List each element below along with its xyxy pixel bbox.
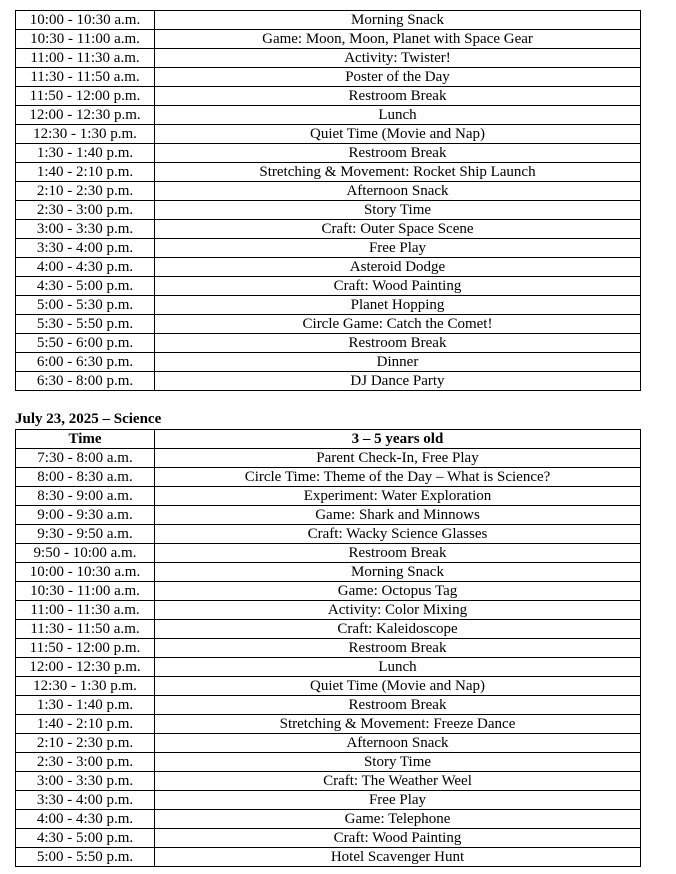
table-row: [16, 658, 641, 677]
table-row: [16, 49, 641, 68]
activity-cell: Craft: Wood Painting: [155, 829, 641, 848]
time-cell: 9:50 - 10:00 a.m.: [16, 544, 155, 563]
time-cell: 12:30 - 1:30 p.m.: [16, 125, 155, 144]
activity-cell: Quiet Time (Movie and Nap): [155, 125, 641, 144]
activity-cell: Stretching & Movement: Rocket Ship Launch: [155, 163, 641, 182]
table-row: [16, 239, 641, 258]
activity-cell: Asteroid Dodge: [155, 258, 641, 277]
column-header-age-group: 3 – 5 years old: [155, 430, 641, 449]
table-row: [16, 315, 641, 334]
time-cell: 11:00 - 11:30 a.m.: [16, 601, 155, 620]
table-row: [16, 639, 641, 658]
activity-cell: Parent Check-In, Free Play: [155, 449, 641, 468]
activity-cell: Stretching & Movement: Freeze Dance: [155, 715, 641, 734]
activity-cell: Craft: Outer Space Scene: [155, 220, 641, 239]
activity-cell: Game: Moon, Moon, Planet with Space Gear: [155, 30, 641, 49]
table-row: [16, 144, 641, 163]
time-cell: 11:00 - 11:30 a.m.: [16, 49, 155, 68]
time-cell: 3:30 - 4:00 p.m.: [16, 239, 155, 258]
time-cell: 10:00 - 10:30 a.m.: [16, 11, 155, 30]
activity-cell: Game: Shark and Minnows: [155, 506, 641, 525]
activity-cell: Lunch: [155, 106, 641, 125]
time-cell: 8:00 - 8:30 a.m.: [16, 468, 155, 487]
schedule-table-body: [16, 449, 641, 867]
time-cell: 8:30 - 9:00 a.m.: [16, 487, 155, 506]
section-heading-science-day: July 23, 2025 – Science: [15, 411, 162, 427]
activity-cell: Restroom Break: [155, 696, 641, 715]
table-row: [16, 125, 641, 144]
activity-cell: Craft: The Weather Weel: [155, 772, 641, 791]
table-row: [16, 620, 641, 639]
table-row: [16, 334, 641, 353]
activity-cell: Craft: Wood Painting: [155, 277, 641, 296]
time-cell: 4:30 - 5:00 p.m.: [16, 829, 155, 848]
time-cell: 12:30 - 1:30 p.m.: [16, 677, 155, 696]
table-row: [16, 696, 641, 715]
time-cell: 12:00 - 12:30 p.m.: [16, 658, 155, 677]
time-cell: 5:00 - 5:30 p.m.: [16, 296, 155, 315]
activity-cell: Story Time: [155, 201, 641, 220]
schedule-table-space-day: [15, 10, 641, 391]
time-cell: 5:30 - 5:50 p.m.: [16, 315, 155, 334]
activity-cell: Craft: Kaleidoscope: [155, 620, 641, 639]
table-row: [16, 163, 641, 182]
table-row: [16, 848, 641, 867]
table-row: [16, 677, 641, 696]
activity-cell: Morning Snack: [155, 563, 641, 582]
time-cell: 11:30 - 11:50 a.m.: [16, 68, 155, 87]
table-row: [16, 753, 641, 772]
time-cell: 9:00 - 9:30 a.m.: [16, 506, 155, 525]
activity-cell: Game: Octopus Tag: [155, 582, 641, 601]
activity-cell: Free Play: [155, 239, 641, 258]
table-row: [16, 563, 641, 582]
activity-cell: Experiment: Water Exploration: [155, 487, 641, 506]
table-row: [16, 30, 641, 49]
time-cell: 3:00 - 3:30 p.m.: [16, 220, 155, 239]
table-row: [16, 810, 641, 829]
table-row: [16, 68, 641, 87]
activity-cell: Lunch: [155, 658, 641, 677]
time-cell: 4:30 - 5:00 p.m.: [16, 277, 155, 296]
time-cell: 3:00 - 3:30 p.m.: [16, 772, 155, 791]
table-row: [16, 11, 641, 30]
table-row: [16, 449, 641, 468]
table-header-row: [16, 430, 641, 449]
activity-cell: Circle Time: Theme of the Day – What is Science?: [155, 468, 641, 487]
time-cell: 4:00 - 4:30 p.m.: [16, 258, 155, 277]
time-cell: 2:10 - 2:30 p.m.: [16, 734, 155, 753]
schedule-table-body: [16, 11, 641, 391]
activity-cell: Activity: Twister!: [155, 49, 641, 68]
table-row: [16, 525, 641, 544]
activity-cell: Morning Snack: [155, 11, 641, 30]
activity-cell: Free Play: [155, 791, 641, 810]
time-cell: 10:30 - 11:00 a.m.: [16, 30, 155, 49]
table-row: [16, 772, 641, 791]
time-cell: 6:00 - 6:30 p.m.: [16, 353, 155, 372]
time-cell: 4:00 - 4:30 p.m.: [16, 810, 155, 829]
time-cell: 9:30 - 9:50 a.m.: [16, 525, 155, 544]
time-cell: 10:00 - 10:30 a.m.: [16, 563, 155, 582]
table-row: [16, 601, 641, 620]
activity-cell: Restroom Break: [155, 87, 641, 106]
table-row: [16, 296, 641, 315]
activity-cell: Activity: Color Mixing: [155, 601, 641, 620]
table-row: [16, 353, 641, 372]
activity-cell: Dinner: [155, 353, 641, 372]
time-cell: 1:30 - 1:40 p.m.: [16, 144, 155, 163]
table-row: [16, 734, 641, 753]
time-cell: 10:30 - 11:00 a.m.: [16, 582, 155, 601]
time-cell: 1:40 - 2:10 p.m.: [16, 163, 155, 182]
activity-cell: DJ Dance Party: [155, 372, 641, 391]
time-cell: 2:10 - 2:30 p.m.: [16, 182, 155, 201]
activity-cell: Quiet Time (Movie and Nap): [155, 677, 641, 696]
table-row: [16, 220, 641, 239]
time-cell: 6:30 - 8:00 p.m.: [16, 372, 155, 391]
table-row: [16, 829, 641, 848]
activity-cell: Restroom Break: [155, 334, 641, 353]
activity-cell: Circle Game: Catch the Comet!: [155, 315, 641, 334]
activity-cell: Craft: Wacky Science Glasses: [155, 525, 641, 544]
activity-cell: Poster of the Day: [155, 68, 641, 87]
table-row: [16, 715, 641, 734]
activity-cell: Restroom Break: [155, 639, 641, 658]
table-row: [16, 791, 641, 810]
time-cell: 11:50 - 12:00 p.m.: [16, 87, 155, 106]
activity-cell: Planet Hopping: [155, 296, 641, 315]
time-cell: 11:50 - 12:00 p.m.: [16, 639, 155, 658]
time-cell: 2:30 - 3:00 p.m.: [16, 201, 155, 220]
time-cell: 7:30 - 8:00 a.m.: [16, 449, 155, 468]
activity-cell: Restroom Break: [155, 544, 641, 563]
table-row: [16, 201, 641, 220]
time-cell: 11:30 - 11:50 a.m.: [16, 620, 155, 639]
activity-cell: Afternoon Snack: [155, 182, 641, 201]
schedule-table-science-day: [15, 429, 641, 867]
time-cell: 1:40 - 2:10 p.m.: [16, 715, 155, 734]
table-row: [16, 468, 641, 487]
activity-cell: Game: Telephone: [155, 810, 641, 829]
table-row: [16, 372, 641, 391]
table-row: [16, 582, 641, 601]
activity-cell: Hotel Scavenger Hunt: [155, 848, 641, 867]
table-row: [16, 87, 641, 106]
time-cell: 5:50 - 6:00 p.m.: [16, 334, 155, 353]
activity-cell: Story Time: [155, 753, 641, 772]
table-row: [16, 106, 641, 125]
time-cell: 1:30 - 1:40 p.m.: [16, 696, 155, 715]
table-row: [16, 277, 641, 296]
table-row: [16, 487, 641, 506]
table-row: [16, 258, 641, 277]
column-header-time: Time: [16, 430, 155, 449]
table-row: [16, 544, 641, 563]
table-row: [16, 182, 641, 201]
activity-cell: Restroom Break: [155, 144, 641, 163]
activity-cell: Afternoon Snack: [155, 734, 641, 753]
table-row: [16, 506, 641, 525]
time-cell: 3:30 - 4:00 p.m.: [16, 791, 155, 810]
time-cell: 12:00 - 12:30 p.m.: [16, 106, 155, 125]
time-cell: 5:00 - 5:50 p.m.: [16, 848, 155, 867]
time-cell: 2:30 - 3:00 p.m.: [16, 753, 155, 772]
